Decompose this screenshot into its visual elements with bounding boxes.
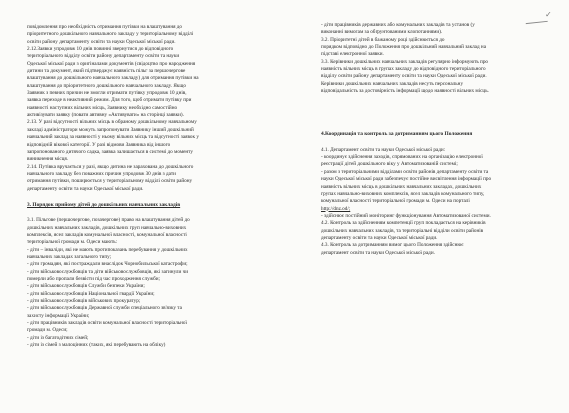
- text-line: 3.2. Пріоритетні дітей в бажаному році здійснюється до: [321, 36, 445, 43]
- text-line: - діти із сімей з малоцінних (таких, які перебувають на обліку): [27, 342, 166, 349]
- text-line: - діти – інваліди, які не мають протипоказань перебування у дошкільних: [27, 246, 188, 253]
- text-line: реєстрації дітей дошкільного віку у Автоматизованій системі;: [321, 161, 458, 168]
- text-line: науки Одеської міської ради забезпечує постійне висвітлення інформації про: [321, 176, 492, 183]
- text-line: пріоритетного дошкільного навчального закладу у територіальному відділі: [27, 31, 194, 38]
- text-line: дитини та документ, який підтверджує наявність пільг за першочергове: [27, 68, 186, 75]
- text-line: 2.12.Заявки упродовж 10 днів повинні звернутися до відповідного: [27, 46, 174, 53]
- text-line: Керівники дошкільних навчальних закладів несуть персональну: [321, 80, 464, 87]
- text-line: дошкільних навчальних закладів, дошкільних груп навчально-виховних: [27, 224, 187, 231]
- text-line: наявність вільних місць в групах закладу до відповідного територіального: [321, 66, 486, 73]
- text-line: - діти військовослужбовців Національної гвардії України;: [27, 290, 155, 297]
- right-paragraphs-top: [321, 22, 551, 95]
- text-line: 3.3. Керівники дошкільних навчальних закладів регулярно інформують про: [321, 58, 489, 65]
- text-line: - діти із багатодітних сімей;: [27, 334, 89, 341]
- text-line: Одеської міської ради з оригіналами документів (свідоцтво про народження: [27, 60, 196, 67]
- text-line: активізувати заявку (повати автивну «Активувати» на сторінці заявки).: [27, 112, 184, 119]
- text-line: територіальної громади м. Одеси мають:: [27, 239, 118, 246]
- text-line: навчальних закладах загального типу;: [27, 253, 112, 260]
- text-line: відділу освіти району департаменту освіти та науки Одеської міської ради.: [321, 73, 487, 80]
- right-paragraphs-bottom: [321, 147, 551, 257]
- text-line: http://dnz.od/;: [321, 205, 351, 212]
- text-line: - діти працівників державних або комунальних закладів та установ (у: [321, 22, 475, 28]
- text-line: відповідальність за достовірність інформації щодо наявності вільних місць.: [321, 88, 489, 95]
- text-line: 3.1. Пільгове (першочергове, позачергове) право на влаштування дітей до: [27, 217, 190, 224]
- text-line: порядком відповідно до Положення про дошкільний навчальний заклад на: [321, 44, 486, 51]
- text-line: комплексів, ясел закладів комунальної власності, комунальної власності: [27, 231, 187, 238]
- text-line: заявка переходе в неактивний режим. Для того, щоб отримати путівку при: [27, 97, 192, 104]
- section-3-heading: 3. Порядок прийому дітей до дошкільних навчальних закладів: [27, 201, 181, 208]
- text-line: - діти громадян, які постраждали внаслідок Чорнобильської катастрофи;: [27, 261, 188, 268]
- text-line: 2.13. У разі відсутності вільних місць в обраному дошкільному навчальному: [27, 119, 197, 126]
- text-line: - діти військовослужбовців військових прокуратур;: [27, 298, 141, 305]
- text-line: захисту інформації України;: [27, 312, 90, 319]
- text-line: комунальної власності територіальної громади м. Одеси на порталі: [321, 198, 470, 205]
- text-line: влаштування до дошкільного навчального закладу) для отримання путівки на: [27, 75, 199, 82]
- text-line: освіти району департаменту освіти та науки Одеської міської ради.: [27, 38, 176, 45]
- text-line: виконанні вимогам за обґрунтованими клопотаннями).: [321, 29, 443, 36]
- text-line: групах навчально-виховних комплексів, ясел закладів комунального типу,: [321, 190, 485, 197]
- text-line: - здійснює постійний моніторинг функціонування Автоматизованої системи.: [321, 212, 491, 219]
- text-line: навчальний заклад за наявності у ньому вільних місць та відсутності заявок у: [27, 134, 199, 141]
- text-line: територіального відділу освіти району департаменту освіти та науки: [27, 53, 180, 60]
- right-column: [321, 22, 551, 257]
- text-line: громади м. Одеси;: [27, 327, 68, 334]
- text-line: 4.3. Контроль за дотриманням вимог цього Положення здійснює: [321, 242, 464, 249]
- text-line: влаштування до пріоритетного дошкільного навчального закладу. Якщо: [27, 82, 186, 89]
- text-line: - діти працівників закладів освіти комунальної власності територіальної: [27, 320, 187, 327]
- text-line: - діти військовослужбовців Служби безпеки України;: [27, 283, 145, 290]
- left-column: [27, 24, 293, 349]
- text-line: виникнення місця.: [27, 156, 69, 163]
- text-line: закладі адміністратори можуть запропонувати Заявнику інший дошкільний: [27, 126, 194, 133]
- text-line: - координує здійснення заходів, спрямованих на організацію електронної: [321, 154, 483, 161]
- text-line: - діти військовослужбовців Державної служби спеціального зв'язку та: [27, 305, 182, 312]
- text-line: повідомлення про необхідність отримання путівки на влаштування до: [27, 24, 183, 30]
- text-line: 4.1. Департамент освіти та науки Одеської міської ради:: [321, 146, 446, 153]
- text-line: дошкільних навчальних закладів, та територіальні відділи освіти районів: [321, 227, 484, 234]
- text-line: навчального закладу без поважних причин упродовж 30 днів з дати: [27, 170, 176, 177]
- text-line: наявності наступних вільних місць, Заявнику необхідно самостійно: [27, 104, 178, 111]
- signature-squiggle-icon: ✓: [545, 10, 552, 19]
- left-paragraphs-top: [27, 24, 293, 193]
- text-line: померли або пропали безвісти під час проходження служби;: [27, 276, 160, 282]
- section-4-heading: 4.Координація та контроль за дотриманням цього Положення: [321, 131, 473, 138]
- text-line: 4.2. Контроль за здійсненням компетенції груп покладається на керівників: [321, 220, 486, 227]
- text-line: - діти військовослужбовців та діти військовослужбовців, які загинули чи: [27, 268, 188, 275]
- text-line: отримання путівки, поширюється у територіальному відділі освіти району: [27, 178, 193, 185]
- text-line: відповідній вікової категорії. У разі відмови Заявника від іншого: [27, 141, 171, 148]
- text-line: департамент освіти та науки Одеської міської ради.: [321, 249, 435, 256]
- text-line: наявність вільних місць в дошкільних навчальних закладах, дошкільних: [321, 183, 482, 190]
- text-line: - разом з територіальними відділами освіти районів департаменту освіти та: [321, 168, 489, 175]
- text-line: департаменту освіти та науки Одеської міської ради.: [321, 234, 438, 241]
- text-line: 2.14. Путівка вручається у разі, якщо дитина не зарахована до дошкільного: [27, 163, 194, 170]
- text-line: запропонованого дитячого садка, заявка залишається в системі до моменту: [27, 148, 193, 155]
- text-line: підставі електронної заявки.: [321, 51, 384, 58]
- text-line: департаменту освіти та науки Одеської міської ради.: [27, 185, 144, 192]
- text-line: Заявник з певних причин не змогли отримати путівку упродовж 10 днів,: [27, 90, 187, 97]
- left-paragraphs-bottom: [27, 217, 293, 349]
